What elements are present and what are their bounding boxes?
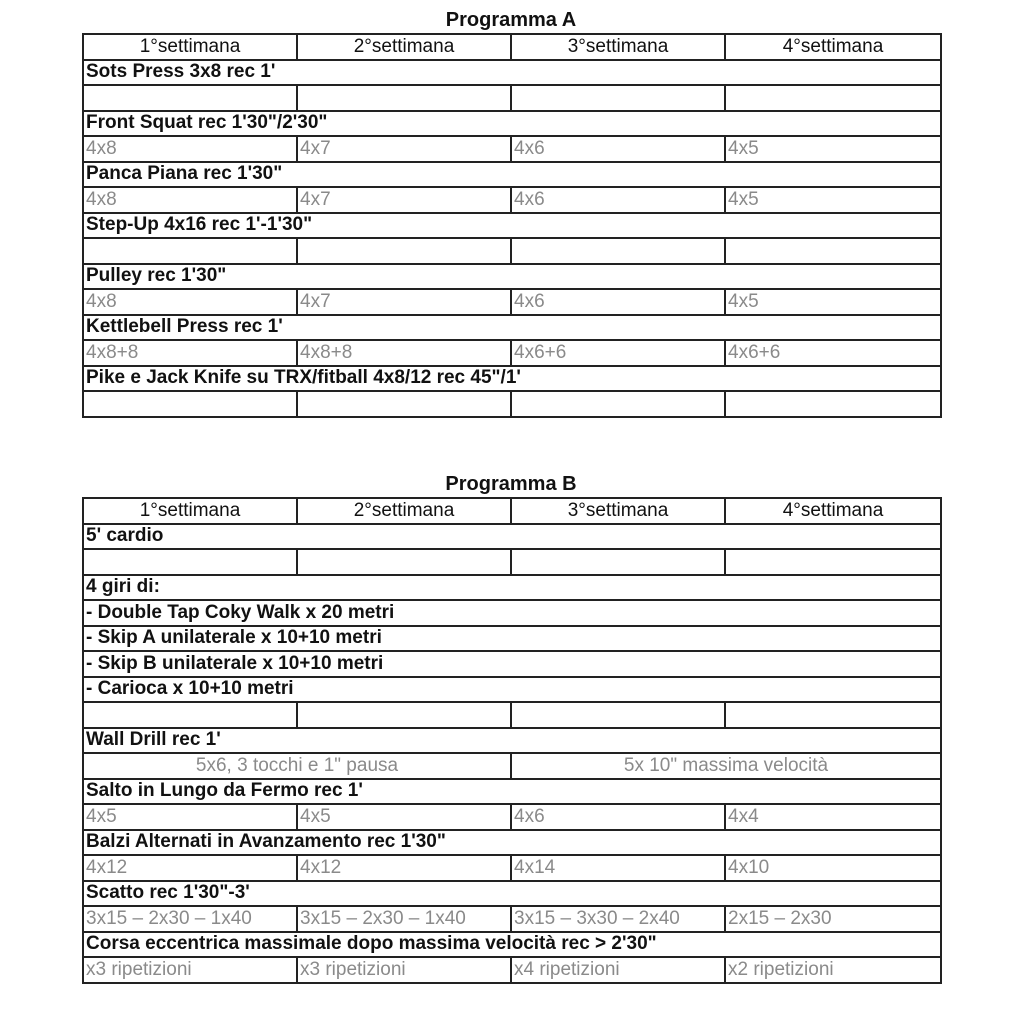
program-a-title: Programma A: [445, 9, 577, 31]
value-cell: [725, 391, 941, 417]
exercise-name: 5' cardio: [83, 524, 941, 550]
value-cell: 4x7: [297, 289, 511, 315]
week-header: 3°settimana: [511, 34, 725, 60]
value-cell: [297, 85, 511, 111]
exercise-name: Pulley rec 1'30": [83, 264, 941, 290]
value-cell: x3 ripetizioni: [83, 957, 297, 983]
value-cell: [725, 702, 941, 728]
exercise-values-row: [83, 906, 941, 932]
value-cell: 4x8+8: [83, 340, 297, 366]
exercise-values-row: [83, 136, 941, 162]
exercise-values-row: [83, 85, 941, 111]
value-cell: [725, 238, 941, 264]
value-cell: 4x8: [83, 187, 297, 213]
week-header: 1°settimana: [83, 34, 297, 60]
value-cell: x4 ripetizioni: [511, 957, 725, 983]
value-cell: [83, 549, 297, 575]
value-cell: 4x7: [297, 136, 511, 162]
value-cell: 3x15 – 2x30 – 1x40: [83, 906, 297, 932]
value-cell: [511, 238, 725, 264]
exercise-values-row: [83, 549, 941, 575]
value-cell: 4x5: [725, 289, 941, 315]
exercise-name: Kettlebell Press rec 1': [83, 315, 941, 341]
exercise-values-row: [83, 340, 941, 366]
value-cell: 3x15 – 2x30 – 1x40: [297, 906, 511, 932]
value-cell: [511, 85, 725, 111]
value-cell: 4x12: [297, 855, 511, 881]
exercise-name: Step-Up 4x16 rec 1'-1'30": [83, 213, 941, 239]
value-cell: 4x8+8: [297, 340, 511, 366]
value-cell: 4x4: [725, 804, 941, 830]
week-header: 4°settimana: [725, 34, 941, 60]
exercise-name: Sots Press 3x8 rec 1': [83, 60, 941, 86]
circuit-line: - Skip B unilaterale x 10+10 metri: [83, 651, 941, 677]
value-cell: x3 ripetizioni: [297, 957, 511, 983]
exercise-name: Corsa eccentrica massimale dopo massima velocità rec > 2'30": [83, 932, 941, 958]
value-cell: 4x5: [83, 804, 297, 830]
value-cell: 4x12: [83, 855, 297, 881]
value-cell: 4x5: [297, 804, 511, 830]
program-b-title: Programma B: [445, 473, 577, 495]
value-cell: 4x14: [511, 855, 725, 881]
value-cell: [83, 391, 297, 417]
value-cell: [725, 85, 941, 111]
value-cell: x2 ripetizioni: [725, 957, 941, 983]
value-cell: 4x6+6: [511, 340, 725, 366]
value-cell: 4x6: [511, 187, 725, 213]
exercise-name: Scatto rec 1'30"-3': [83, 881, 941, 907]
circuit-line: - Double Tap Coky Walk x 20 metri: [83, 600, 941, 626]
week-header: 3°settimana: [511, 498, 725, 524]
value-cell: 4x8: [83, 136, 297, 162]
value-cell: [83, 238, 297, 264]
value-cell: 4x6: [511, 804, 725, 830]
program-a-table: [82, 33, 942, 418]
week-header: 2°settimana: [297, 498, 511, 524]
value-cell: 4x5: [725, 187, 941, 213]
exercise-values-row: [83, 702, 941, 728]
exercise-name: Wall Drill rec 1': [83, 728, 941, 754]
week-header-row: [83, 498, 941, 524]
circuit-line: 4 giri di:: [83, 575, 941, 601]
value-cell: [297, 702, 511, 728]
exercise-values-row: [83, 804, 941, 830]
value-cell: 4x8: [83, 289, 297, 315]
value-cell: [83, 702, 297, 728]
value-cell: [297, 391, 511, 417]
exercise-name: Balzi Alternati in Avanzamento rec 1'30": [83, 830, 941, 856]
value-cell: [511, 702, 725, 728]
exercise-values-row: [83, 957, 941, 983]
value-cell: 4x6: [511, 136, 725, 162]
week-header: 1°settimana: [83, 498, 297, 524]
exercise-values-row: [83, 391, 941, 417]
exercise-name: Pike e Jack Knife su TRX/fitball 4x8/12 rec 45"/1': [83, 366, 941, 392]
value-cell: 4x5: [725, 136, 941, 162]
exercise-name: Salto in Lungo da Fermo rec 1': [83, 779, 941, 805]
value-cell: [297, 238, 511, 264]
circuit-line: - Carioca x 10+10 metri: [83, 677, 941, 703]
week-header: 4°settimana: [725, 498, 941, 524]
value-cell: 4x6: [511, 289, 725, 315]
value-cell: [297, 549, 511, 575]
exercise-values-row: [83, 855, 941, 881]
week-header: 2°settimana: [297, 34, 511, 60]
exercise-name: Panca Piana rec 1'30": [83, 162, 941, 188]
value-cell: 4x7: [297, 187, 511, 213]
exercise-values-row: [83, 289, 941, 315]
value-cell: [725, 549, 941, 575]
program-b-table: [82, 497, 942, 984]
value-cell-weeks-3-4: 5x 10" massima velocità: [511, 753, 941, 779]
value-cell: [511, 549, 725, 575]
exercise-values-row: [83, 187, 941, 213]
exercise-values-row: [83, 753, 941, 779]
value-cell-weeks-1-2: 5x6, 3 tocchi e 1" pausa: [83, 753, 511, 779]
value-cell: 4x10: [725, 855, 941, 881]
value-cell: 2x15 – 2x30: [725, 906, 941, 932]
exercise-values-row: [83, 238, 941, 264]
value-cell: [511, 391, 725, 417]
value-cell: [83, 85, 297, 111]
value-cell: 4x6+6: [725, 340, 941, 366]
exercise-name: Front Squat rec 1'30"/2'30": [83, 111, 941, 137]
value-cell: 3x15 – 3x30 – 2x40: [511, 906, 725, 932]
week-header-row: [83, 34, 941, 60]
circuit-line: - Skip A unilaterale x 10+10 metri: [83, 626, 941, 652]
